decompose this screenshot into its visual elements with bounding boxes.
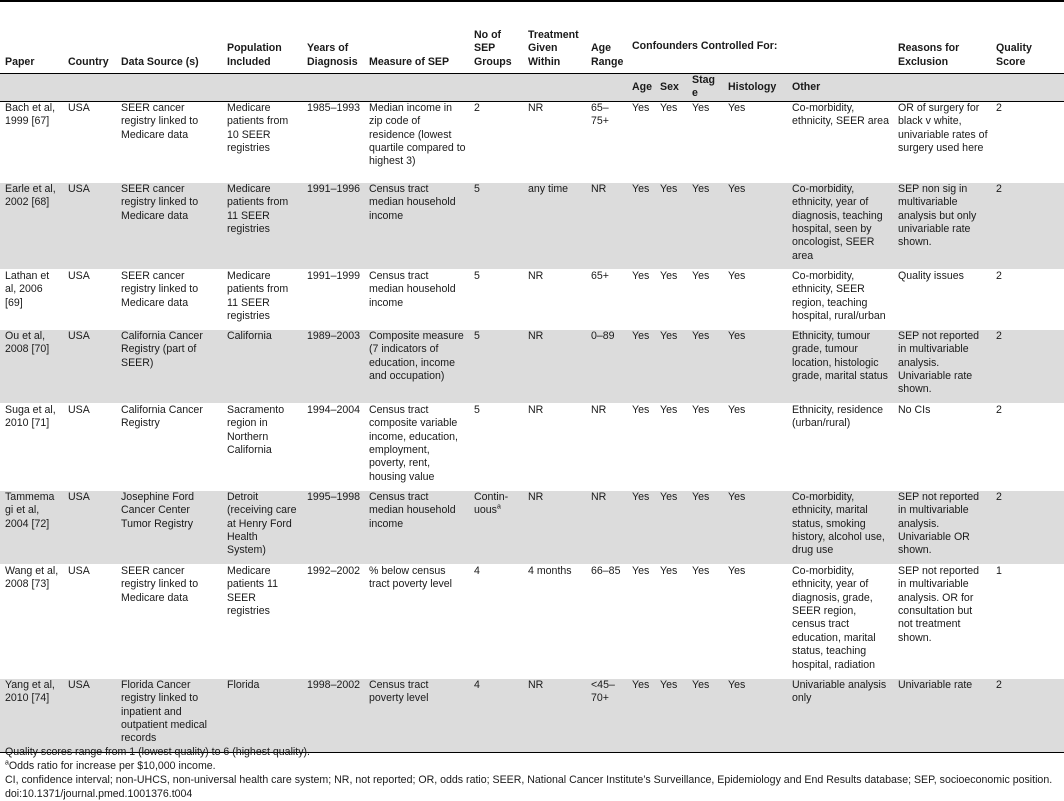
cell-conf-age: Yes xyxy=(627,490,655,564)
cell-conf-age: Yes xyxy=(627,403,655,490)
cell-paper: Ou et al, 2008 [70] xyxy=(0,329,63,403)
table-row xyxy=(0,101,1064,182)
cell-conf-other: Ethnicity, residence (urban/rural) xyxy=(787,403,893,490)
cell-reasons: No CIs xyxy=(893,403,991,490)
cell-age-range: 65–75+ xyxy=(586,101,627,182)
col-header-population: Population Included xyxy=(227,42,282,68)
footnote-a-marker: a xyxy=(5,759,9,767)
table-row xyxy=(0,490,1064,564)
cell-reasons: Univariable rate xyxy=(893,678,991,752)
cell-groups: 5 xyxy=(469,269,523,329)
cell-conf-sex: Yes xyxy=(655,269,687,329)
cell-measure: Composite measure (7 indicators of education, income and occupation) xyxy=(364,329,469,403)
cell-years: 1998–2002 xyxy=(302,678,364,752)
cell-age-range: NR xyxy=(586,182,627,269)
cell-country: USA xyxy=(63,678,116,752)
cell-treatment: NR xyxy=(523,678,586,752)
cell-conf-other: Ethnicity, tumour grade, tumour location, histologic grade, marital status xyxy=(787,329,893,403)
cell-paper: Bach et al, 1999 [67] xyxy=(0,101,63,182)
cell-conf-other: Co-morbidity, ethnicity, SEER region, teaching hospital, rural/urban xyxy=(787,269,893,329)
cell-conf-sex: Yes xyxy=(655,564,687,678)
table-footnotes xyxy=(5,745,1060,801)
cell-conf-sex: Yes xyxy=(655,182,687,269)
cell-reasons: Quality issues xyxy=(893,269,991,329)
subheader-row xyxy=(0,74,1064,102)
cell-measure: % below census tract poverty level xyxy=(364,564,469,678)
cell-country: USA xyxy=(63,269,116,329)
cell-age-range: <45–70+ xyxy=(586,678,627,752)
cell-conf-stage: Yes xyxy=(687,329,723,403)
cell-quality: 2 xyxy=(991,101,1064,182)
cell-conf-stage: Yes xyxy=(687,182,723,269)
cell-conf-histology: Yes xyxy=(723,101,787,182)
footnote-marker-a: a xyxy=(496,503,501,511)
cell-conf-stage: Yes xyxy=(687,564,723,678)
table-row xyxy=(0,182,1064,269)
cell-conf-sex: Yes xyxy=(655,329,687,403)
cell-conf-sex: Yes xyxy=(655,101,687,182)
col-header-data-source: Data Source (s) xyxy=(121,55,199,68)
table-row xyxy=(0,269,1064,329)
cell-conf-sex: Yes xyxy=(655,678,687,752)
cell-groups: Contin-uous$^a$ xyxy=(469,490,523,564)
cell-years: 1994–2004 xyxy=(302,403,364,490)
cell-quality: 2 xyxy=(991,403,1064,490)
cell-conf-histology: Yes xyxy=(723,329,787,403)
cell-conf-histology: Yes xyxy=(723,678,787,752)
cell-population: Florida xyxy=(222,678,302,752)
cell-paper: Lathan et al, 2006 [69] xyxy=(0,269,63,329)
cell-measure: Median income in zip code of residence (lowest quartile compared to highest 3) xyxy=(364,101,469,182)
col-header-paper: Paper xyxy=(5,55,35,68)
cell-reasons: SEP not reported in multivariable analysis. Univariable OR shown. xyxy=(893,490,991,564)
cell-age-range: 66–85 xyxy=(586,564,627,678)
cell-years: 1991–1999 xyxy=(302,269,364,329)
cell-country: USA xyxy=(63,403,116,490)
cell-conf-age: Yes xyxy=(627,678,655,752)
footnote-abbreviations: CI, confidence interval; non-UHCS, non-universal health care system; NR, not reported; OR, odds ratio; SEER, National Cancer Institute’s Surveillance, Epidemiology and End Results database; SEP, socioeconomic position. xyxy=(5,774,1053,786)
cell-country: USA xyxy=(63,182,116,269)
cell-reasons: SEP not reported in multivariable analysis. Univariable rate shown. xyxy=(893,329,991,403)
data-table xyxy=(0,25,1064,753)
col-header-age-range: Age Range xyxy=(591,42,624,68)
col-header-quality: Quality Score xyxy=(996,42,1032,68)
cell-measure: Census tract median household income xyxy=(364,269,469,329)
cell-country: USA xyxy=(63,490,116,564)
cell-conf-other: Co-morbidity, ethnicity, year of diagnosis, grade, SEER region, census tract education, marital status, teaching hospital, radiation xyxy=(787,564,893,678)
subheader-stage: Stage xyxy=(687,74,723,102)
cell-years: 1992–2002 xyxy=(302,564,364,678)
cell-groups: 2 xyxy=(469,101,523,182)
cell-measure: Census tract median household income xyxy=(364,182,469,269)
cell-population: Medicare patients from 10 SEER registries xyxy=(222,101,302,182)
col-header-years: Years of Diagnosis xyxy=(307,42,358,68)
col-header-country: Country xyxy=(68,55,109,68)
cell-conf-stage: Yes xyxy=(687,490,723,564)
cell-paper: Yang et al, 2010 [74] xyxy=(0,678,63,752)
col-header-measure: Measure of SEP xyxy=(369,55,450,68)
cell-conf-other: Univariable analysis only xyxy=(787,678,893,752)
cell-population: California xyxy=(222,329,302,403)
subheader-age: Age xyxy=(627,74,655,102)
cell-treatment: 4 months xyxy=(523,564,586,678)
cell-conf-age: Yes xyxy=(627,182,655,269)
cell-age-range: 0–89 xyxy=(586,329,627,403)
cell-years: 1995–1998 xyxy=(302,490,364,564)
cell-years: 1989–2003 xyxy=(302,329,364,403)
cell-conf-stage: Yes xyxy=(687,678,723,752)
cell-conf-sex: Yes xyxy=(655,490,687,564)
cell-source: California Cancer Registry xyxy=(116,403,222,490)
col-header-reasons: Reasons for Exclusion xyxy=(898,42,960,68)
cell-treatment: NR xyxy=(523,329,586,403)
cell-conf-age: Yes xyxy=(627,101,655,182)
cell-quality: 2 xyxy=(991,678,1064,752)
cell-conf-stage: Yes xyxy=(687,101,723,182)
cell-reasons: SEP non sig in multivariable analysis but only univariable rate shown. xyxy=(893,182,991,269)
col-header-confounders: Confounders Controlled For: xyxy=(632,40,778,53)
cell-groups: 5 xyxy=(469,329,523,403)
cell-quality: 2 xyxy=(991,329,1064,403)
cell-conf-histology: Yes xyxy=(723,564,787,678)
cell-population: Detroit (receiving care at Henry Ford Health System) xyxy=(222,490,302,564)
cell-country: USA xyxy=(63,101,116,182)
table-top-rule xyxy=(0,0,1064,2)
cell-treatment: any time xyxy=(523,182,586,269)
cell-years: 1985–1993 xyxy=(302,101,364,182)
cell-paper: Wang et al, 2008 [73] xyxy=(0,564,63,678)
cell-population: Medicare patients from 11 SEER registries xyxy=(222,269,302,329)
cell-groups: 4 xyxy=(469,678,523,752)
cell-conf-histology: Yes xyxy=(723,269,787,329)
cell-source: Florida Cancer registry linked to inpatient and outpatient medical records xyxy=(116,678,222,752)
subheader-histology: Histology xyxy=(723,74,787,102)
cell-conf-age: Yes xyxy=(627,564,655,678)
subheader-sex: Sex xyxy=(655,74,687,102)
cell-conf-histology: Yes xyxy=(723,182,787,269)
cell-conf-age: Yes xyxy=(627,329,655,403)
cell-age-range: NR xyxy=(586,403,627,490)
cell-measure: Census tract median household income xyxy=(364,490,469,564)
cell-treatment: NR xyxy=(523,490,586,564)
cell-treatment: NR xyxy=(523,269,586,329)
cell-population: Medicare patients from 11 SEER registries xyxy=(222,182,302,269)
cell-country: USA xyxy=(63,329,116,403)
cell-quality: 1 xyxy=(991,564,1064,678)
cell-quality: 2 xyxy=(991,490,1064,564)
cell-conf-sex: Yes xyxy=(655,403,687,490)
cell-source: Josephine Ford Cancer Center Tumor Registry xyxy=(116,490,222,564)
col-header-treatment: Treatment Given Within xyxy=(528,28,579,68)
cell-quality: 2 xyxy=(991,269,1064,329)
header-row xyxy=(0,25,1064,74)
table-row xyxy=(0,678,1064,752)
cell-source: SEER cancer registry linked to Medicare data xyxy=(116,182,222,269)
cell-conf-other: Co-morbidity, ethnicity, SEER area xyxy=(787,101,893,182)
cell-groups: 4 xyxy=(469,564,523,678)
cell-population: Medicare patients 11 SEER registries xyxy=(222,564,302,678)
cell-conf-stage: Yes xyxy=(687,403,723,490)
cell-quality: 2 xyxy=(991,182,1064,269)
col-header-groups: No of SEP Groups xyxy=(474,28,512,68)
cell-measure: Census tract composite variable income, education, employment, poverty, rent, housing value xyxy=(364,403,469,490)
cell-paper: Earle et al, 2002 [68] xyxy=(0,182,63,269)
footnote-doi: doi:10.1371/journal.pmed.1001376.t004 xyxy=(5,788,193,800)
cell-reasons: OR of surgery for black v white, univariable rates of surgery used here xyxy=(893,101,991,182)
cell-source: SEER cancer registry linked to Medicare data xyxy=(116,101,222,182)
cell-conf-age: Yes xyxy=(627,269,655,329)
cell-measure: Census tract poverty level xyxy=(364,678,469,752)
cell-reasons: SEP not reported in multivariable analysis. OR for consultation but not treatment shown. xyxy=(893,564,991,678)
footnote-quality: Quality scores range from 1 (lowest quality) to 6 (highest quality). xyxy=(5,746,310,758)
cell-source: California Cancer Registry (part of SEER) xyxy=(116,329,222,403)
cell-country: USA xyxy=(63,564,116,678)
table-row xyxy=(0,403,1064,490)
cell-age-range: NR xyxy=(586,490,627,564)
cell-paper: Tammemagi et al, 2004 [72] xyxy=(0,490,63,564)
subheader-other: Other xyxy=(787,74,893,102)
table-row xyxy=(0,564,1064,678)
cell-groups: 5 xyxy=(469,182,523,269)
cell-years: 1991–1996 xyxy=(302,182,364,269)
cell-source: SEER cancer registry linked to Medicare data xyxy=(116,269,222,329)
cell-population: Sacramento region in Northern California xyxy=(222,403,302,490)
cell-source: SEER cancer registry linked to Medicare data xyxy=(116,564,222,678)
cell-conf-histology: Yes xyxy=(723,490,787,564)
footnote-a: $^a$Odds ratio for increase per $10,000 income. xyxy=(5,759,216,772)
cell-treatment: NR xyxy=(523,101,586,182)
cell-conf-histology: Yes xyxy=(723,403,787,490)
cell-conf-other: Co-morbidity, ethnicity, year of diagnosis, teaching hospital, seen by oncologist, SEER area xyxy=(787,182,893,269)
table-row xyxy=(0,329,1064,403)
cell-paper: Suga et al, 2010 [71] xyxy=(0,403,63,490)
cell-age-range: 65+ xyxy=(586,269,627,329)
cell-conf-stage: Yes xyxy=(687,269,723,329)
cell-treatment: NR xyxy=(523,403,586,490)
cell-groups: 5 xyxy=(469,403,523,490)
cell-conf-other: Co-morbidity, ethnicity, marital status, smoking history, alcohol use, drug use xyxy=(787,490,893,564)
